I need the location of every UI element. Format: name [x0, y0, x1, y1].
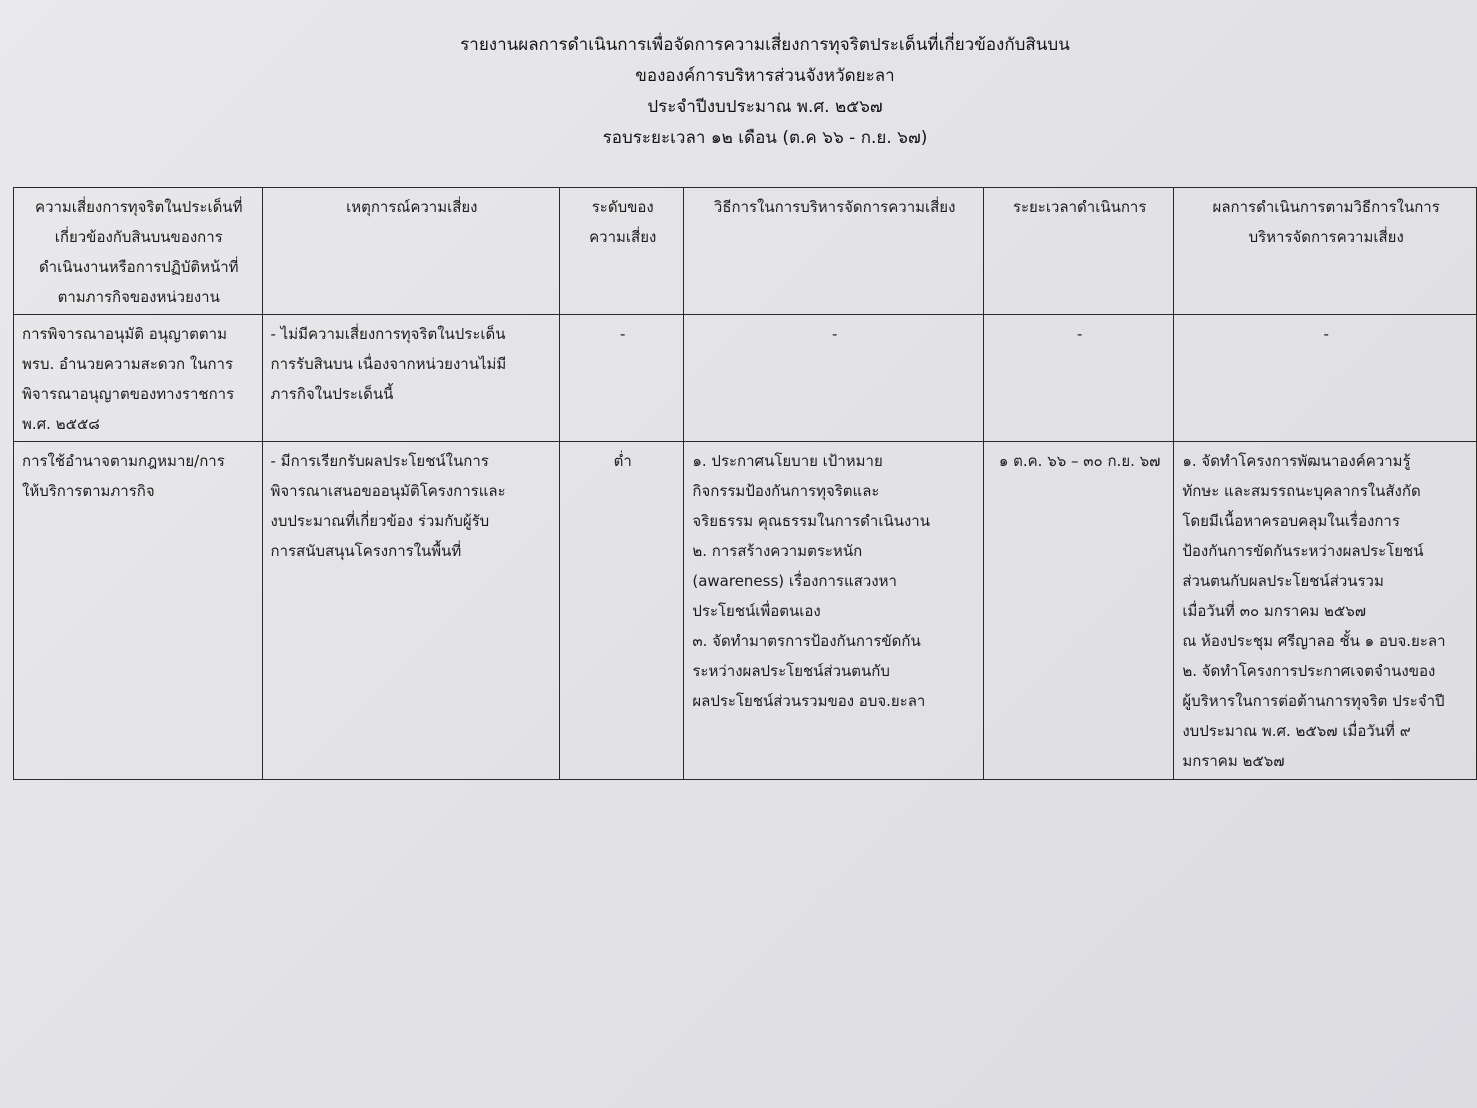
header-line: บริหารจัดการความเสี่ยง — [1248, 228, 1404, 246]
header-risk-issue — [14, 188, 263, 315]
header-risk-event — [262, 188, 560, 315]
cell-risk-level — [560, 442, 684, 780]
header-line: ดำเนินงานหรือการปฏิบัติหน้าที่ — [38, 258, 239, 276]
header-period — [983, 188, 1173, 315]
cell-line: ๑. จัดทำโครงการพัฒนาองค์ความรู้ — [1182, 452, 1411, 470]
cell-line: ๓. จัดทำมาตรการป้องกันการขัดกัน — [692, 632, 921, 650]
cell-line: ให้บริการตามภารกิจ — [22, 482, 155, 500]
cell-risk-issue — [14, 442, 263, 780]
cell-period — [983, 315, 1173, 442]
title-line: รอบระยะเวลา ๑๒ เดือน (ต.ค ๖๖ - ก.ย. ๖๗) — [602, 128, 928, 148]
cell-management — [684, 442, 984, 780]
cell-line: งบประมาณ พ.ศ. ๒๕๖๗ เมื่อวันที่ ๙ — [1182, 722, 1411, 740]
cell-risk-event — [262, 442, 560, 780]
header-result — [1174, 188, 1477, 315]
cell-risk-level — [560, 315, 684, 442]
title-line: ขององค์การบริหารส่วนจังหวัดยะลา — [635, 66, 895, 86]
cell-line: การใช้อำนาจตามกฎหมาย/การ — [22, 452, 225, 470]
cell-line: มกราคม ๒๕๖๗ — [1182, 752, 1285, 770]
cell-line: - ไม่มีความเสี่ยงการทุจริตในประเด็น — [270, 325, 506, 343]
cell-line: ส่วนตนกับผลประโยชน์ส่วนรวม — [1182, 572, 1384, 590]
header-management — [684, 188, 984, 315]
table-header-row — [14, 188, 1477, 315]
cell-risk-issue — [14, 315, 263, 442]
table-row — [14, 442, 1477, 780]
cell-line: พรบ. อำนวยความสะดวก ในการ — [22, 355, 234, 373]
cell-line: - — [1323, 325, 1329, 343]
report-title — [300, 30, 1230, 154]
header-line: ความเสี่ยงการทุจริตในประเด็นที่ — [35, 198, 243, 216]
cell-line: กิจกรรมป้องกันการทุจริตและ — [692, 482, 880, 500]
header-line: เหตุการณ์ความเสี่ยง — [346, 198, 478, 216]
cell-line: (awareness) เรื่องการแสวงหา — [692, 572, 897, 590]
cell-line: - — [831, 325, 838, 343]
cell-period — [983, 442, 1173, 780]
cell-line: ป้องกันการขัดกันระหว่างผลประโยชน์ — [1182, 542, 1424, 560]
cell-line: เมื่อวันที่ ๓๐ มกราคม ๒๕๖๗ — [1182, 602, 1367, 620]
cell-management — [684, 315, 984, 442]
header-line: ระดับของ — [591, 198, 654, 216]
title-line: รายงานผลการดำเนินการเพื่อจัดการความเสี่ยงการทุจริตประเด็นที่เกี่ยวข้องกับสินบน — [460, 35, 1070, 55]
cell-line: โดยมีเนื้อหาครอบคลุมในเรื่องการ — [1182, 512, 1400, 530]
cell-line: ภารกิจในประเด็นนี้ — [270, 385, 394, 403]
cell-line: ๒. การสร้างความตระหนัก — [692, 542, 863, 560]
cell-line: - — [1076, 325, 1083, 343]
header-line: ตามภารกิจของหน่วยงาน — [57, 288, 220, 306]
cell-line: การสนับสนุนโครงการในพื้นที่ — [270, 542, 462, 560]
table-row — [14, 315, 1477, 442]
cell-line: ๑. ประกาศนโยบาย เป้าหมาย — [692, 452, 883, 470]
cell-line: ประโยชน์เพื่อตนเอง — [692, 602, 821, 620]
cell-line: ผู้บริหารในการต่อต้านการทุจริต ประจำปี — [1182, 692, 1445, 710]
cell-line: จริยธรรม คุณธรรมในการดำเนินงาน — [692, 512, 930, 530]
cell-line: ทักษะ และสมรรถนะบุคลากรในสังกัด — [1182, 482, 1421, 500]
header-line: วิธีการในการบริหารจัดการความเสี่ยง — [713, 198, 956, 216]
cell-line: ผลประโยชน์ส่วนรวมของ อบจ.ยะลา — [692, 692, 926, 710]
cell-line: พิจารณาเสนอขออนุมัติโครงการและ — [270, 482, 506, 500]
header-line: ระยะเวลาดำเนินการ — [1012, 198, 1147, 216]
cell-risk-event — [262, 315, 560, 442]
header-line: ความเสี่ยง — [589, 228, 657, 246]
cell-line: การพิจารณาอนุมัติ อนุญาตตาม — [22, 325, 227, 343]
cell-line: ๒. จัดทำโครงการประกาศเจตจำนงของ — [1182, 662, 1436, 680]
header-risk-level — [560, 188, 684, 315]
cell-line: การรับสินบน เนื่องจากหน่วยงานไม่มี — [270, 355, 507, 373]
title-line: ประจำปีงบประมาณ พ.ศ. ๒๕๖๗ — [647, 97, 883, 117]
cell-line: ระหว่างผลประโยชน์ส่วนตนกับ — [692, 662, 890, 680]
cell-result — [1174, 315, 1477, 442]
cell-line: ต่ำ — [613, 452, 632, 470]
cell-line: พิจารณาอนุญาตของทางราชการ — [22, 385, 235, 403]
header-line: ผลการดำเนินการตามวิธีการในการ — [1212, 198, 1440, 216]
cell-line: ๑ ต.ค. ๖๖ – ๓๐ ก.ย. ๖๗ — [998, 452, 1161, 470]
cell-line: งบประมาณที่เกี่ยวข้อง ร่วมกับผู้รับ — [270, 512, 490, 530]
cell-result — [1174, 442, 1477, 780]
header-line: เกี่ยวข้องกับสินบนของการ — [54, 228, 223, 246]
cell-line: ณ ห้องประชุม ศรีญาลอ ชั้น ๑ อบจ.ยะลา — [1182, 632, 1446, 650]
cell-line: - — [620, 325, 626, 343]
cell-line: พ.ศ. ๒๕๕๘ — [22, 415, 100, 433]
cell-line: - มีการเรียกรับผลประโยชน์ในการ — [270, 452, 489, 470]
risk-report-table — [13, 187, 1477, 780]
